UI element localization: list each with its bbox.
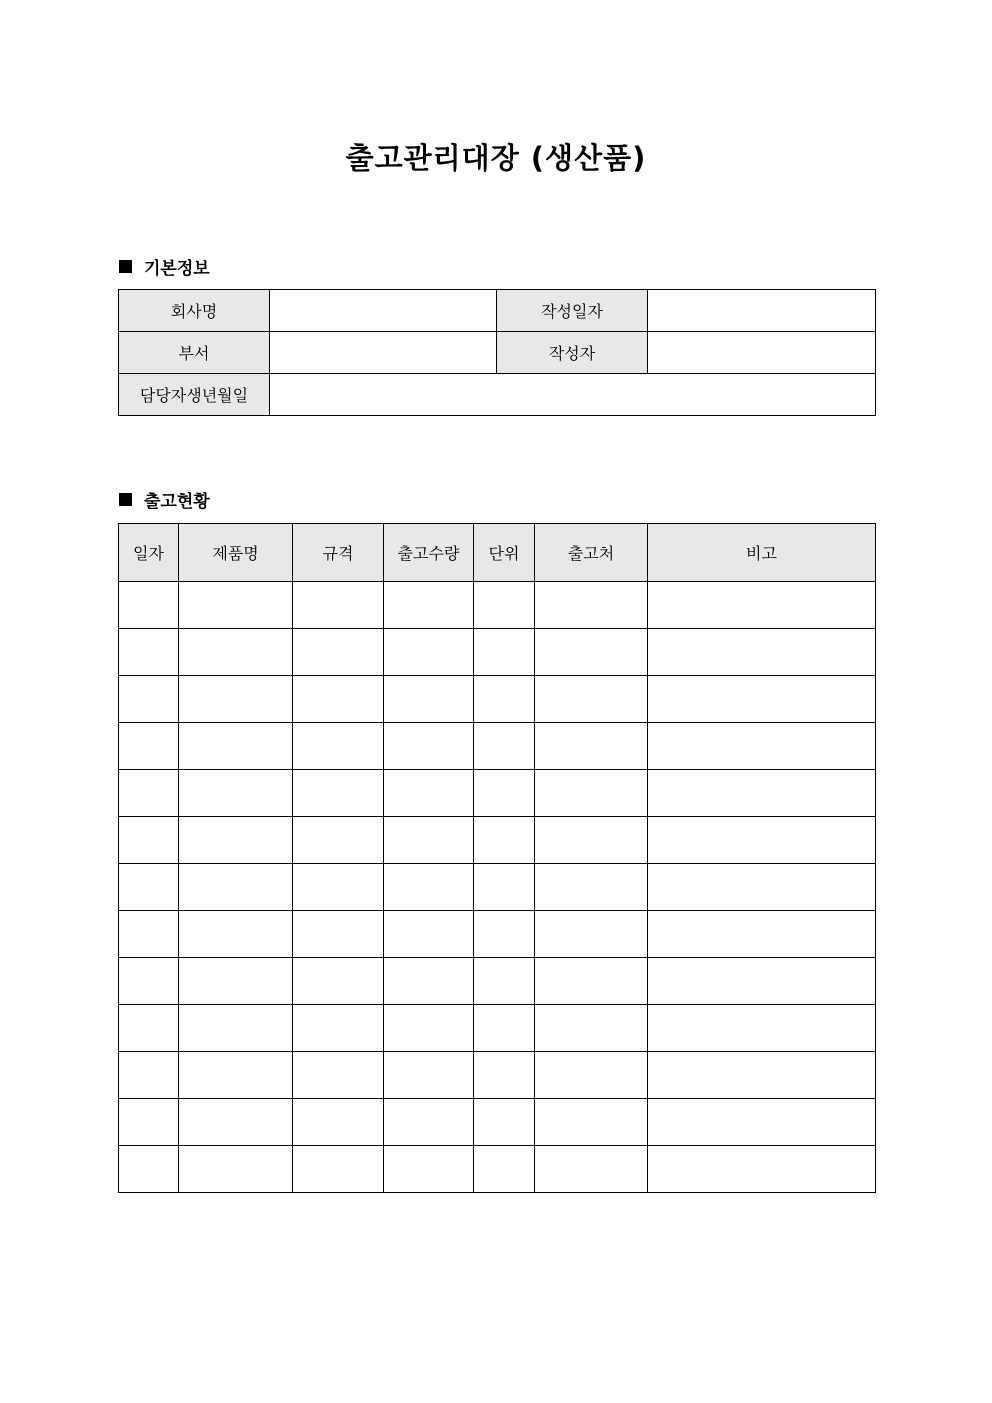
cell-unit[interactable]	[474, 676, 535, 723]
document-title: 출고관리대장 (생산품)	[345, 141, 647, 175]
cell-product-name[interactable]	[179, 1099, 293, 1146]
table-row	[119, 629, 876, 676]
cell-product-name[interactable]	[179, 676, 293, 723]
basic-info-heading-text: 기본정보	[144, 259, 210, 279]
cell-unit[interactable]	[474, 1005, 535, 1052]
cell-spec[interactable]	[293, 1099, 384, 1146]
cell-spec[interactable]	[293, 582, 384, 629]
table-row	[119, 1099, 876, 1146]
cell-quantity[interactable]	[384, 911, 474, 958]
cell-product-name[interactable]	[179, 911, 293, 958]
cell-quantity[interactable]	[384, 676, 474, 723]
cell-remarks[interactable]	[648, 817, 876, 864]
cell-spec[interactable]	[293, 864, 384, 911]
column-header-unit: 단위	[474, 524, 535, 582]
cell-destination[interactable]	[535, 629, 648, 676]
cell-remarks[interactable]	[648, 911, 876, 958]
cell-unit[interactable]	[474, 864, 535, 911]
cell-unit[interactable]	[474, 911, 535, 958]
table-row	[119, 1146, 876, 1193]
cell-destination[interactable]	[535, 1005, 648, 1052]
cell-destination[interactable]	[535, 770, 648, 817]
cell-destination[interactable]	[535, 1052, 648, 1099]
cell-destination[interactable]	[535, 582, 648, 629]
column-header-product-name: 제품명	[179, 524, 293, 582]
cell-date[interactable]	[119, 911, 179, 958]
department-label: 부서	[119, 332, 270, 374]
cell-remarks[interactable]	[648, 1052, 876, 1099]
cell-unit[interactable]	[474, 629, 535, 676]
cell-remarks[interactable]	[648, 864, 876, 911]
info-row-department	[119, 332, 876, 374]
cell-unit[interactable]	[474, 817, 535, 864]
cell-spec[interactable]	[293, 676, 384, 723]
cell-quantity[interactable]	[384, 582, 474, 629]
info-row-birthdate	[119, 374, 876, 416]
cell-remarks[interactable]	[648, 582, 876, 629]
cell-product-name[interactable]	[179, 817, 293, 864]
cell-remarks[interactable]	[648, 958, 876, 1005]
cell-date[interactable]	[119, 864, 179, 911]
cell-remarks[interactable]	[648, 1005, 876, 1052]
company-name-field[interactable]	[270, 290, 497, 332]
square-bullet-icon	[119, 260, 132, 273]
cell-spec[interactable]	[293, 770, 384, 817]
cell-unit[interactable]	[474, 582, 535, 629]
cell-product-name[interactable]	[179, 958, 293, 1005]
cell-remarks[interactable]	[648, 723, 876, 770]
cell-date[interactable]	[119, 1146, 179, 1193]
cell-remarks[interactable]	[648, 1099, 876, 1146]
cell-quantity[interactable]	[384, 723, 474, 770]
basic-info-table	[118, 289, 876, 416]
column-header-spec: 규격	[293, 524, 384, 582]
date-written-field[interactable]	[648, 290, 876, 332]
cell-spec[interactable]	[293, 817, 384, 864]
cell-unit[interactable]	[474, 770, 535, 817]
cell-destination[interactable]	[535, 911, 648, 958]
cell-destination[interactable]	[535, 864, 648, 911]
cell-date[interactable]	[119, 723, 179, 770]
date-written-label: 작성일자	[497, 290, 648, 332]
cell-spec[interactable]	[293, 629, 384, 676]
cell-unit[interactable]	[474, 958, 535, 1005]
cell-date[interactable]	[119, 629, 179, 676]
cell-quantity[interactable]	[384, 770, 474, 817]
table-row	[119, 911, 876, 958]
cell-product-name[interactable]	[179, 864, 293, 911]
cell-quantity[interactable]	[384, 1005, 474, 1052]
cell-product-name[interactable]	[179, 1005, 293, 1052]
cell-date[interactable]	[119, 817, 179, 864]
cell-unit[interactable]	[474, 723, 535, 770]
cell-quantity[interactable]	[384, 1099, 474, 1146]
square-bullet-icon	[119, 493, 132, 506]
cell-quantity[interactable]	[384, 958, 474, 1005]
cell-date[interactable]	[119, 676, 179, 723]
author-field[interactable]	[648, 332, 876, 374]
cell-remarks[interactable]	[648, 1146, 876, 1193]
cell-date[interactable]	[119, 958, 179, 1005]
cell-product-name[interactable]	[179, 629, 293, 676]
cell-remarks[interactable]	[648, 770, 876, 817]
cell-destination[interactable]	[535, 958, 648, 1005]
cell-unit[interactable]	[474, 1052, 535, 1099]
column-header-remarks: 비고	[648, 524, 876, 582]
info-row-company	[119, 290, 876, 332]
cell-unit[interactable]	[474, 1099, 535, 1146]
department-field[interactable]	[270, 332, 497, 374]
column-header-destination: 출고처	[535, 524, 648, 582]
cell-quantity[interactable]	[384, 1052, 474, 1099]
shipment-heading	[119, 487, 210, 512]
table-row	[119, 817, 876, 864]
table-row	[119, 864, 876, 911]
cell-spec[interactable]	[293, 723, 384, 770]
cell-destination[interactable]	[535, 817, 648, 864]
cell-remarks[interactable]	[648, 676, 876, 723]
cell-quantity[interactable]	[384, 1146, 474, 1193]
cell-date[interactable]	[119, 1099, 179, 1146]
table-row	[119, 1005, 876, 1052]
cell-date[interactable]	[119, 770, 179, 817]
cell-spec[interactable]	[293, 958, 384, 1005]
cell-unit[interactable]	[474, 1146, 535, 1193]
table-row	[119, 958, 876, 1005]
cell-product-name[interactable]	[179, 582, 293, 629]
author-label: 작성자	[497, 332, 648, 374]
cell-spec[interactable]	[293, 1146, 384, 1193]
table-row	[119, 770, 876, 817]
cell-remarks[interactable]	[648, 629, 876, 676]
cell-product-name[interactable]	[179, 770, 293, 817]
table-row	[119, 723, 876, 770]
cell-spec[interactable]	[293, 1005, 384, 1052]
cell-product-name[interactable]	[179, 723, 293, 770]
cell-destination[interactable]	[535, 1099, 648, 1146]
shipment-heading-text: 출고현황	[144, 492, 210, 512]
cell-date[interactable]	[119, 1052, 179, 1099]
cell-product-name[interactable]	[179, 1052, 293, 1099]
cell-destination[interactable]	[535, 676, 648, 723]
cell-spec[interactable]	[293, 911, 384, 958]
cell-quantity[interactable]	[384, 629, 474, 676]
table-row	[119, 1052, 876, 1099]
cell-quantity[interactable]	[384, 864, 474, 911]
manager-birthdate-field[interactable]	[270, 374, 876, 416]
shipment-header-row	[119, 524, 876, 582]
cell-date[interactable]	[119, 582, 179, 629]
manager-birthdate-label: 담당자생년월일	[119, 374, 270, 416]
table-row	[119, 676, 876, 723]
shipment-table	[118, 523, 876, 1193]
cell-spec[interactable]	[293, 1052, 384, 1099]
cell-destination[interactable]	[535, 723, 648, 770]
cell-destination[interactable]	[535, 1146, 648, 1193]
company-name-label: 회사명	[119, 290, 270, 332]
column-header-quantity: 출고수량	[384, 524, 474, 582]
cell-product-name[interactable]	[179, 1146, 293, 1193]
basic-info-heading	[119, 254, 210, 279]
column-header-date: 일자	[119, 524, 179, 582]
cell-date[interactable]	[119, 1005, 179, 1052]
cell-quantity[interactable]	[384, 817, 474, 864]
table-row	[119, 582, 876, 629]
